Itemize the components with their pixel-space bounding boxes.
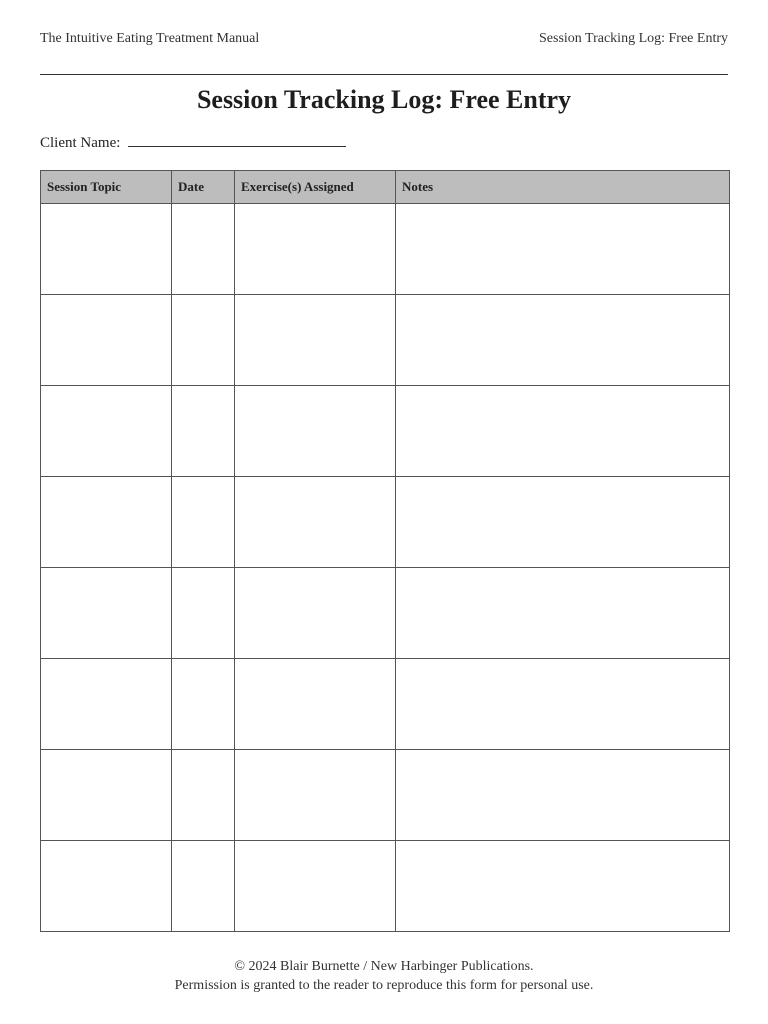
cell-notes[interactable] <box>396 295 730 386</box>
copyright-notice: © 2024 Blair Burnette / New Harbinger Publications. <box>234 959 534 974</box>
cell-exercises-assigned[interactable] <box>235 295 396 386</box>
cell-session-topic[interactable] <box>41 841 172 932</box>
cell-date[interactable] <box>172 659 235 750</box>
cell-exercises-assigned[interactable] <box>235 477 396 568</box>
cell-session-topic[interactable] <box>41 750 172 841</box>
cell-date[interactable] <box>172 841 235 932</box>
cell-exercises-assigned[interactable] <box>235 841 396 932</box>
cell-exercises-assigned[interactable] <box>235 750 396 841</box>
client-name-label: Client Name: <box>40 135 121 151</box>
table-row <box>41 386 730 477</box>
page-title: Session Tracking Log: Free Entry <box>196 85 572 114</box>
table-row <box>41 204 730 295</box>
client-name-line[interactable] <box>128 132 346 147</box>
table-row <box>41 750 730 841</box>
cell-date[interactable] <box>172 477 235 568</box>
cell-session-topic[interactable] <box>41 568 172 659</box>
column-header-session-topic: Session Topic <box>41 171 172 204</box>
table-header-row <box>41 171 730 204</box>
table-row <box>41 295 730 386</box>
book-title: The Intuitive Eating Treatment Manual <box>40 31 260 46</box>
cell-notes[interactable] <box>396 841 730 932</box>
cell-date[interactable] <box>172 750 235 841</box>
cell-exercises-assigned[interactable] <box>235 204 396 295</box>
table-row <box>41 841 730 932</box>
cell-date[interactable] <box>172 295 235 386</box>
cell-notes[interactable] <box>396 568 730 659</box>
column-header-exercises-assigned: Exercise(s) Assigned <box>235 171 396 204</box>
table-row <box>41 568 730 659</box>
column-header-date: Date <box>172 171 235 204</box>
running-header <box>40 31 728 49</box>
column-header-notes: Notes <box>396 171 730 204</box>
cell-notes[interactable] <box>396 204 730 295</box>
permission-notice: Permission is granted to the reader to reproduce this form for personal use. <box>174 978 594 993</box>
cell-notes[interactable] <box>396 750 730 841</box>
cell-session-topic[interactable] <box>41 477 172 568</box>
cell-notes[interactable] <box>396 386 730 477</box>
cell-session-topic[interactable] <box>41 295 172 386</box>
footer <box>40 957 728 995</box>
cell-date[interactable] <box>172 204 235 295</box>
cell-date[interactable] <box>172 568 235 659</box>
table-row <box>41 659 730 750</box>
client-name-field <box>40 132 346 152</box>
cell-session-topic[interactable] <box>41 386 172 477</box>
table-row <box>41 477 730 568</box>
cell-notes[interactable] <box>396 659 730 750</box>
cell-session-topic[interactable] <box>41 659 172 750</box>
cell-exercises-assigned[interactable] <box>235 659 396 750</box>
header-divider <box>40 74 728 75</box>
cell-notes[interactable] <box>396 477 730 568</box>
table-body <box>41 204 730 932</box>
cell-date[interactable] <box>172 386 235 477</box>
session-tracking-table <box>40 170 730 932</box>
cell-exercises-assigned[interactable] <box>235 386 396 477</box>
section-title: Session Tracking Log: Free Entry <box>539 31 728 46</box>
cell-exercises-assigned[interactable] <box>235 568 396 659</box>
cell-session-topic[interactable] <box>41 204 172 295</box>
